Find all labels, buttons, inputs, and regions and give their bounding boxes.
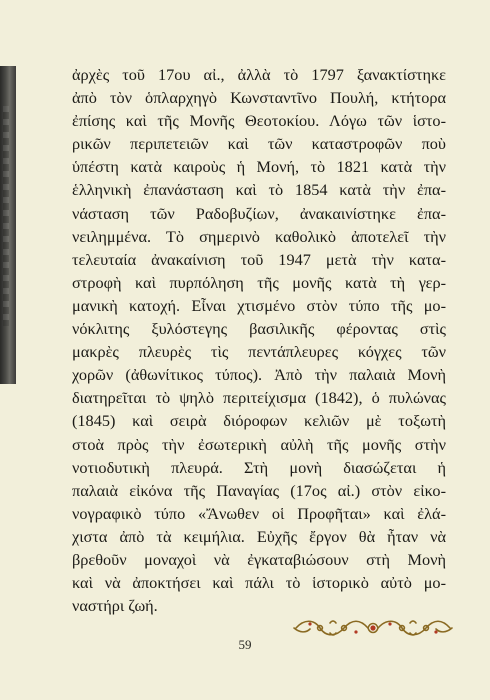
text-line: χορῶν (ἀθωνίτικος τύπος). Ἀπὸ τὴν παλαιὰ Μονὴ: [72, 365, 446, 385]
text-line: μανικὴ κατοχή. Εἶναι χτισμένο στὸν τύπο τῆς μο-: [72, 295, 446, 315]
text-line: τελευταία ἀνακαίνιση τοῦ 1947 μετὰ τὴν κατα-: [72, 249, 446, 269]
page-number: 59: [238, 637, 252, 652]
text-line: νογραφικὸ τύπο «Ἄνωθεν οἱ Προφῆται» καὶ ἐλά-: [72, 503, 446, 523]
text-line: νειλημμένα. Τὸ σημερινὸ καθολικὸ ἀποτελεῖ τὴν: [72, 226, 446, 246]
text-line-last: ναστήρι ζωή.: [72, 596, 158, 616]
text-line: διατηρεῖται τὸ ψηλὸ περιτείχισμα (1842), ὁ πυλώνας: [72, 388, 446, 408]
text-line: μακρὲς πλευρὲς τὶς πεντάπλευρες κόγχες τῶν: [72, 342, 446, 362]
text-line: ὑπέστη κατὰ καιροὺς ἡ Μονή, τὸ 1821 κατὰ τὴν: [72, 157, 446, 177]
photo-edge-strip: [0, 66, 16, 384]
text-line: ρικῶν περιπετειῶν καὶ τῶν καταστροφῶν ποὺ: [72, 134, 446, 154]
text-line: ἀρχὲς τοῦ 17ου αἰ., ἀλλὰ τὸ 1797 ξανακτίστηκε: [72, 65, 446, 84]
text-line: ἀπὸ τὸν ὁπλαρχηγὸ Κωνσταντῖνο Πουλή, κτήτορα: [72, 88, 446, 108]
text-line: νάσταση τῶν Ραδοβυζίων, ἀνακαινίστηκε ἐπα-: [72, 203, 446, 223]
text-line: χιστα ἀπὸ τὰ κειμήλια. Εὐχῆς ἔργον θὰ ἦταν νὰ: [72, 526, 446, 546]
text-line: νοτιοδυτικὴ πλευρά. Στὴ μονὴ διασώζεται ἡ: [72, 457, 446, 477]
text-line: ἐπίσης καὶ τῆς Μονῆς Θεοτοκίου. Λόγω τῶν ἱστο-: [72, 111, 446, 131]
text-line: νόκλιτης ξυλόστεγης βασιλικῆς φέροντας στὶς: [72, 319, 446, 339]
text-line: στοὰ πρὸς τὴν ἐσωτερικὴ αὐλὴ τῆς μονῆς στὴν: [72, 434, 446, 454]
text-line: (1845) καὶ σειρὰ διόροφων κελιῶν μὲ τοξωτὴ: [72, 411, 446, 431]
text-line: βρεθοῦν μοναχοὶ νὰ ἐγκαταβιώσουν στὴ Μονὴ: [72, 549, 446, 569]
body-text: [72, 63, 446, 617]
decorative-vine-ornament-icon: [290, 617, 456, 639]
text-line: στροφὴ καὶ πυρπόληση τῆς μονῆς κατὰ τὴ γερ-: [72, 272, 446, 292]
text-line: ἑλληνικὴ ἐπανάσταση καὶ τὸ 1854 κατὰ τὴν ἐπα-: [72, 180, 446, 200]
text-line: καὶ νὰ ἀποκτήσει καὶ πάλι τὸ ἱστορικὸ αὐτὸ μο-: [72, 573, 446, 593]
text-line: παλαιὰ εἰκόνα τῆς Παναγίας (17ος αἰ.) στὸν εἰκο-: [72, 480, 446, 500]
